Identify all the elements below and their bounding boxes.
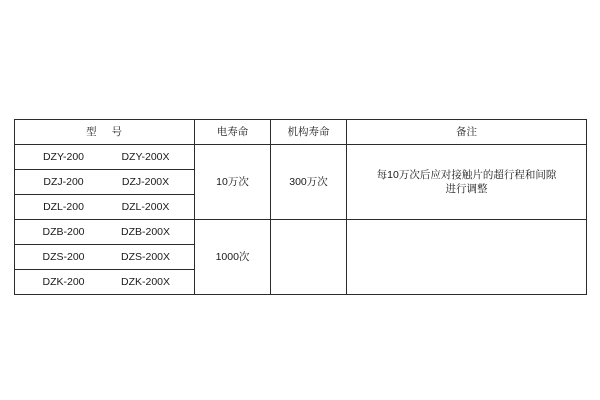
model-pair xyxy=(15,150,194,164)
cell-model xyxy=(15,245,195,270)
cell-electrical-life-group-2: 1000次 xyxy=(195,220,271,295)
model-code-primary: DZB-200 xyxy=(42,225,85,238)
note-line-2: 进行调整 xyxy=(445,183,488,195)
cell-model xyxy=(15,145,195,170)
cell-model xyxy=(15,270,195,295)
model-code-variant: DZS-200X xyxy=(120,250,171,263)
header-cell-model xyxy=(15,120,195,145)
header-model-inner xyxy=(15,125,194,139)
table-row xyxy=(15,220,587,245)
model-code-variant: DZL-200X xyxy=(121,200,170,213)
cell-mechanical-life-group-1: 300万次 xyxy=(271,145,347,220)
header-cell-electrical-life: 电寿命 xyxy=(195,120,271,145)
model-pair xyxy=(15,275,194,289)
cell-electrical-life-group-1: 10万次 xyxy=(195,145,271,220)
model-code-variant: DZJ-200X xyxy=(121,175,170,188)
cell-note-group-1 xyxy=(347,145,587,220)
model-code-primary: DZJ-200 xyxy=(43,175,84,188)
header-model-left: 型 xyxy=(86,125,98,138)
model-code-variant: DZK-200X xyxy=(120,275,171,288)
table-header-row xyxy=(15,120,587,145)
model-pair xyxy=(15,200,194,214)
model-pair xyxy=(15,175,194,189)
cell-mechanical-life-group-2 xyxy=(271,220,347,295)
header-cell-note: 备注 xyxy=(347,120,587,145)
header-model-right: 号 xyxy=(111,125,123,138)
model-code-variant: DZB-200X xyxy=(120,225,171,238)
model-pair xyxy=(15,250,194,264)
spec-table-container xyxy=(14,119,586,295)
cell-note-group-2 xyxy=(347,220,587,295)
header-cell-mechanical-life: 机构寿命 xyxy=(271,120,347,145)
model-code-primary: DZL-200 xyxy=(43,200,84,213)
model-code-variant: DZY-200X xyxy=(121,150,170,163)
note-line-1: 每10万次后应对接触片的超行程和间隙 xyxy=(376,168,557,181)
model-code-primary: DZY-200 xyxy=(42,150,85,163)
table-row xyxy=(15,145,587,170)
model-code-primary: DZK-200 xyxy=(42,275,85,288)
cell-model xyxy=(15,195,195,220)
specification-table xyxy=(14,119,587,295)
cell-model xyxy=(15,220,195,245)
model-code-primary: DZS-200 xyxy=(42,250,85,263)
cell-model xyxy=(15,170,195,195)
model-pair xyxy=(15,225,194,239)
